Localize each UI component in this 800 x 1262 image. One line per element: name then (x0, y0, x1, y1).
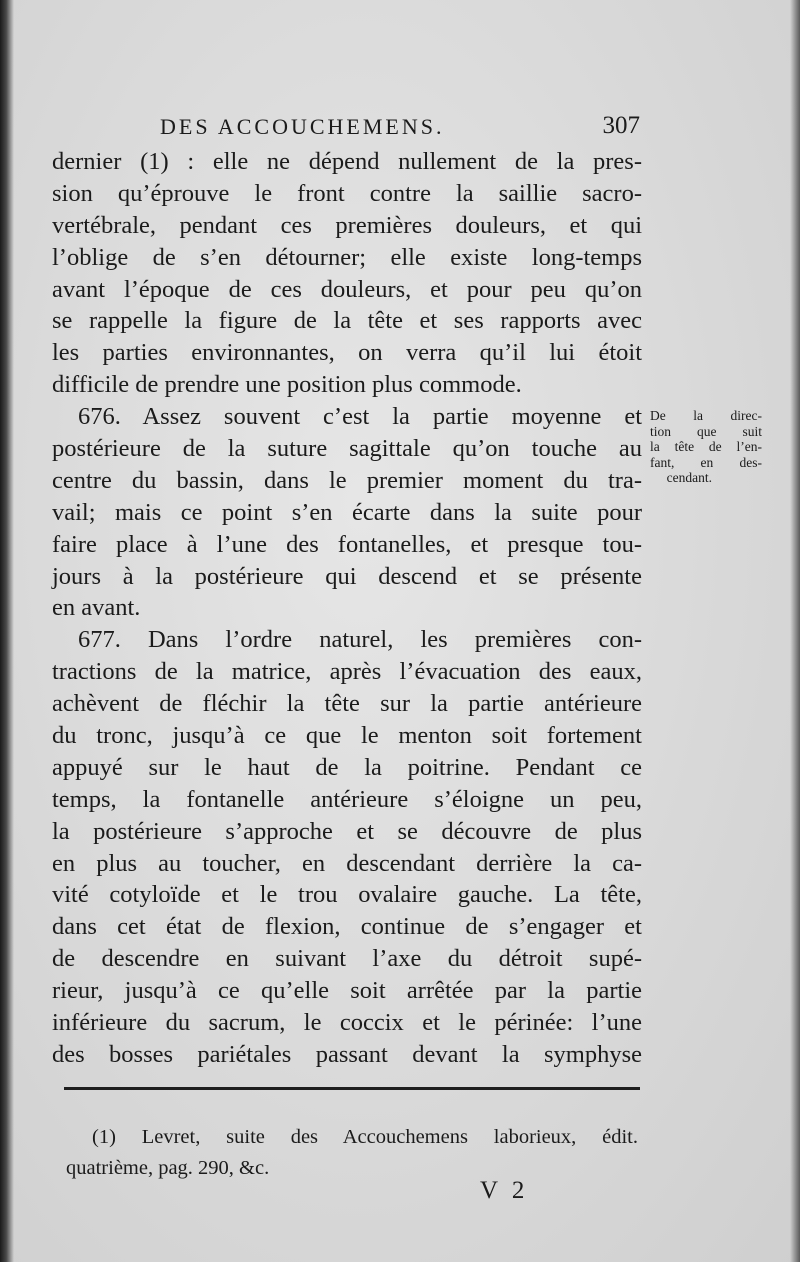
text-line: vité cotyloïde et le trou ovalaire gauche. La tête, (52, 881, 642, 909)
text-line: des bosses pariétales passant devant la symphyse (52, 1040, 642, 1068)
text-line: les parties environnantes, on verra qu’il lui étoit (52, 339, 642, 367)
running-head-title: DES ACCOUCHEMENS. (160, 114, 445, 139)
text-line: se rappelle la figure de la tête et ses rapports avec (52, 307, 642, 335)
text-line: tractions de la matrice, après l’évacuation des eaux, (52, 658, 642, 686)
text-line: centre du bassin, dans le premier moment du tra- (52, 466, 642, 494)
text-line: de descendre en suivant l’axe du détroit supé- (52, 945, 642, 973)
footnote-line: quatrième, pag. 290, &c. (66, 1157, 270, 1179)
margin-note-line: De la direc- (650, 408, 762, 423)
text-line: temps, la fontanelle antérieure s’éloigne un peu, (52, 785, 642, 813)
text-line: avant l’époque de ces douleurs, et pour peu qu’on (52, 275, 642, 303)
text-line: rieur, jusqu’à ce qu’elle soit arrêtée par la partie (52, 977, 642, 1005)
text-line: dernier (1) : elle ne dépend nullement de la pres- (52, 148, 642, 175)
footnote-rule (64, 1087, 640, 1090)
text-line: la postérieure s’approche et se découvre de plus (52, 817, 642, 845)
footnote (66, 1122, 638, 1184)
text-line: difficile de prendre une position plus commode. (52, 371, 522, 399)
signature-mark: V 2 (480, 1177, 529, 1204)
footnote-line: (1) Levret, suite des Accouchemens laborieux, édit. (92, 1126, 638, 1148)
page-binding-shadow (0, 0, 14, 1262)
margin-note-line: la tête de l’en- (650, 439, 762, 454)
body-text (52, 146, 642, 1071)
text-line: l’oblige de s’en détourner; elle existe long-temps (52, 243, 642, 271)
text-line: appuyé sur le haut de la poitrine. Pendant ce (52, 753, 642, 781)
text-line: dans cet état de flexion, continue de s’engager et (52, 913, 642, 941)
margin-note-line: cendant. (666, 470, 712, 485)
page-edge-shadow (790, 0, 800, 1262)
margin-note (650, 408, 762, 486)
running-head (60, 112, 640, 146)
text-line: postérieure de la suture sagittale qu’on touche au (52, 435, 642, 463)
text-line: vertébrale, pendant ces premières douleurs, et qui (52, 211, 642, 239)
paragraph-676-start: 676. Assez souvent c’est la partie moyenne et (78, 403, 642, 431)
paragraph-677-start: 677. Dans l’ordre naturel, les premières con- (78, 626, 642, 654)
text-line: en plus au toucher, en descendant derrière la ca- (52, 849, 642, 877)
text-line: sion qu’éprouve le front contre la saillie sacro- (52, 179, 642, 207)
margin-note-line: fant, en des- (650, 454, 762, 470)
text-line: du tronc, jusqu’à ce que le menton soit fortement (52, 722, 642, 750)
text-line: faire place à l’une des fontanelles, et presque tou- (52, 530, 642, 558)
text-line: achèvent de fléchir la tête sur la partie antérieure (52, 690, 642, 718)
text-line: inférieure du sacrum, le coccix et le périnée: l’une (52, 1009, 642, 1037)
page-number: 307 (602, 112, 640, 139)
text-line: jours à la postérieure qui descend et se présente (52, 562, 642, 590)
text-line: en avant. (52, 594, 141, 622)
text-line: vail; mais ce point s’en écarte dans la suite pour (52, 498, 642, 526)
margin-note-line: tion que suit (650, 423, 762, 439)
